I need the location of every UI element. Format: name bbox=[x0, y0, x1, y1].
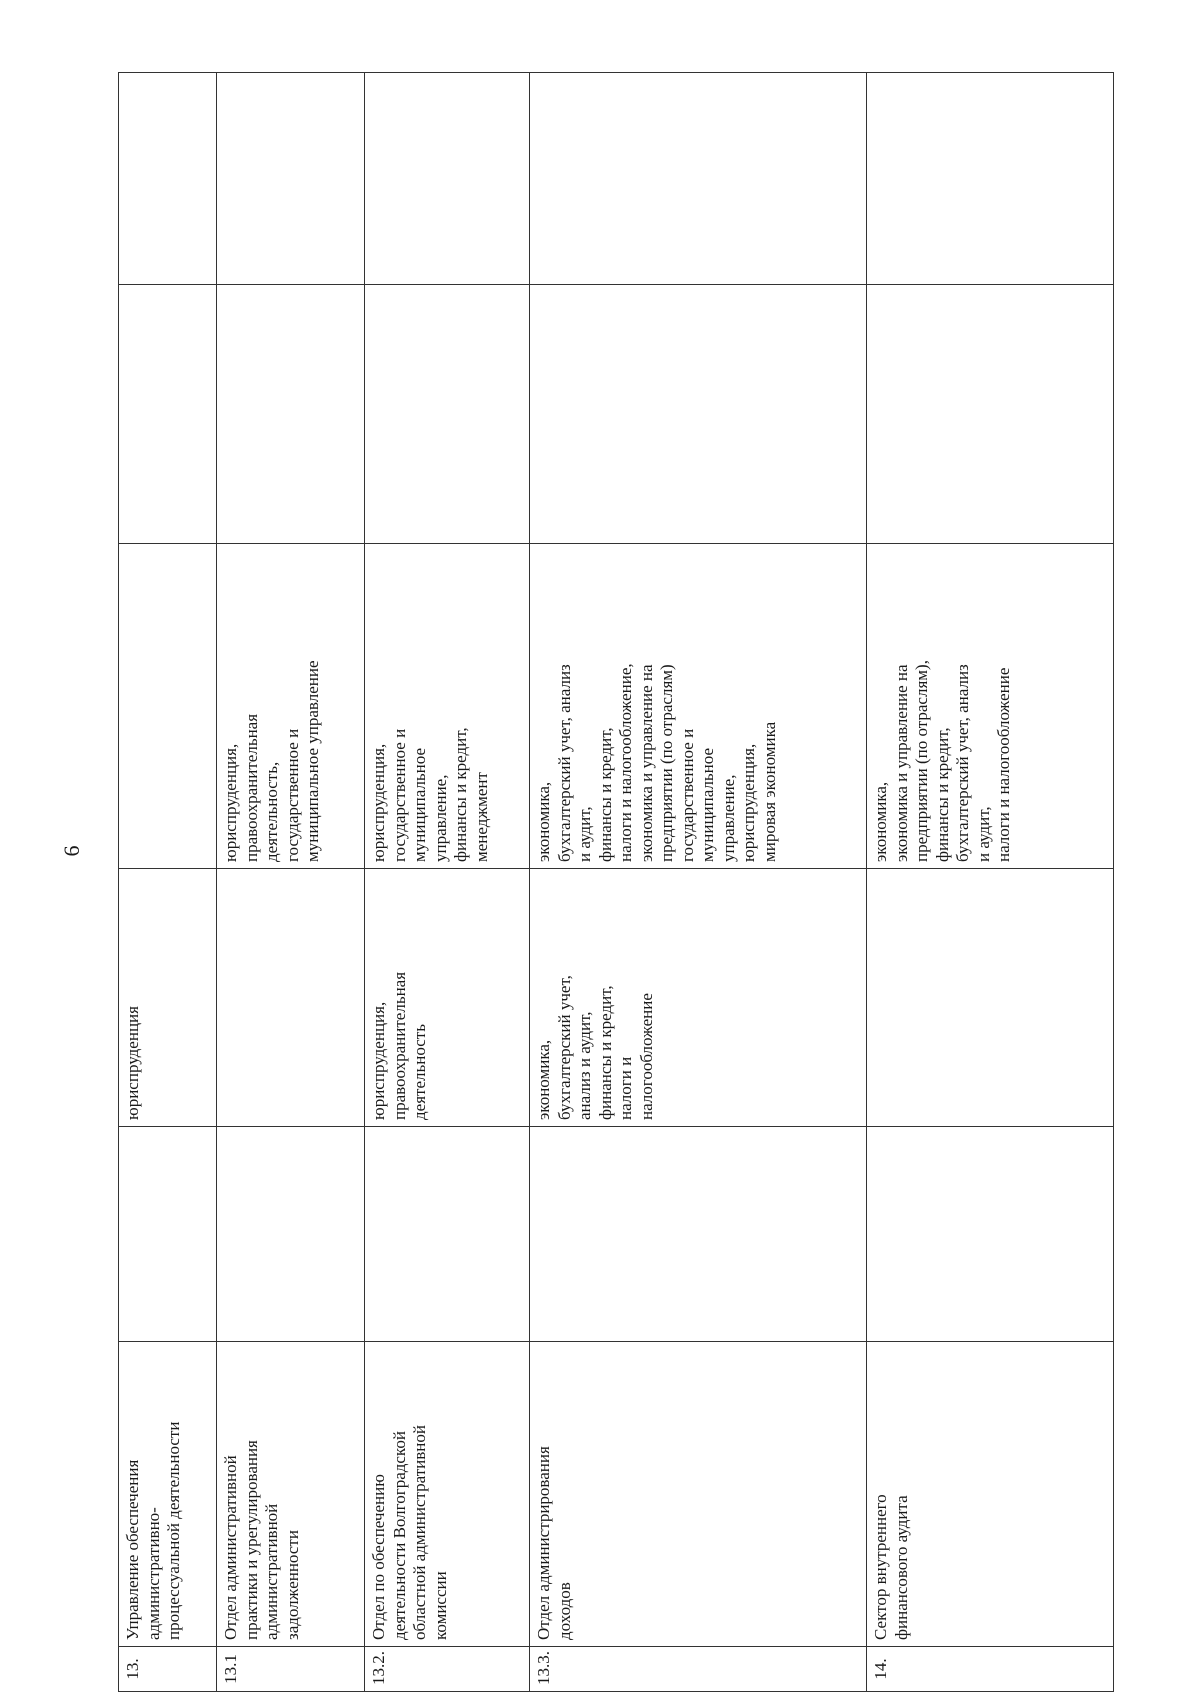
row-number: 13.1 bbox=[217, 1647, 365, 1692]
education-cell bbox=[119, 285, 217, 544]
education-cell bbox=[365, 1127, 530, 1342]
education-cell: юриспруденция, государственное и муниципальное управление, финансы и кредит, менеджмент bbox=[365, 544, 530, 869]
education-cell bbox=[530, 1127, 867, 1342]
row-number: 13. bbox=[119, 1647, 217, 1692]
education-cell bbox=[217, 285, 365, 544]
page-number: 6 bbox=[59, 845, 84, 857]
education-cell bbox=[867, 1127, 1114, 1342]
education-cell: экономика, бухгалтерский учет, анализ и аудит, финансы и кредит, налоги и налогообложение bbox=[530, 869, 867, 1127]
education-cell bbox=[365, 285, 530, 544]
education-cell bbox=[217, 73, 365, 285]
table-row bbox=[365, 73, 530, 1692]
qualification-table bbox=[118, 72, 1114, 1692]
table-row bbox=[119, 73, 217, 1692]
education-cell bbox=[867, 869, 1114, 1127]
education-cell bbox=[119, 73, 217, 285]
unit-name: Управление обеспечения административно- процессуальной деятельности bbox=[119, 1342, 217, 1647]
education-cell: юриспруденция bbox=[119, 869, 217, 1127]
education-cell bbox=[530, 285, 867, 544]
unit-name: Отдел администрирования доходов bbox=[530, 1342, 867, 1647]
education-cell bbox=[530, 73, 867, 285]
education-cell bbox=[365, 73, 530, 285]
table-row bbox=[867, 73, 1114, 1692]
education-cell: экономика, экономика и управление на предприятии (по отраслям), финансы и кредит, бухгалтерский учет, анализ и аудит, налоги и налогообложение bbox=[867, 544, 1114, 869]
table-row bbox=[217, 73, 365, 1692]
row-number: 13.2. bbox=[365, 1647, 530, 1692]
unit-name: Отдел административной практики и урегулирования административной задолженности bbox=[217, 1342, 365, 1647]
education-cell bbox=[217, 1127, 365, 1342]
education-cell bbox=[119, 1127, 217, 1342]
education-cell: юриспруденция, правоохранительная деятельность bbox=[365, 869, 530, 1127]
education-cell: экономика, бухгалтерский учет, анализ и аудит, финансы и кредит, налоги и налогообложение, экономика и управление на предприятии (по отраслям) государственное и муниципальное управление, юриспруденция, мировая экономика bbox=[530, 544, 867, 869]
table-container bbox=[118, 73, 1113, 1692]
education-cell bbox=[217, 869, 365, 1127]
row-number: 14. bbox=[867, 1647, 1114, 1692]
education-cell bbox=[867, 73, 1114, 285]
rotated-table bbox=[118, 73, 1113, 1692]
unit-name: Отдел по обеспечению деятельности Волгоградской областной административной комиссии bbox=[365, 1342, 530, 1647]
education-cell bbox=[867, 285, 1114, 544]
table-row bbox=[530, 73, 867, 1692]
unit-name: Сектор внутреннего финансового аудита bbox=[867, 1342, 1114, 1647]
row-number: 13.3. bbox=[530, 1647, 867, 1692]
education-cell bbox=[119, 544, 217, 869]
education-cell: юриспруденция, правоохранительная деятельность, государственное и муниципальное управление bbox=[217, 544, 365, 869]
